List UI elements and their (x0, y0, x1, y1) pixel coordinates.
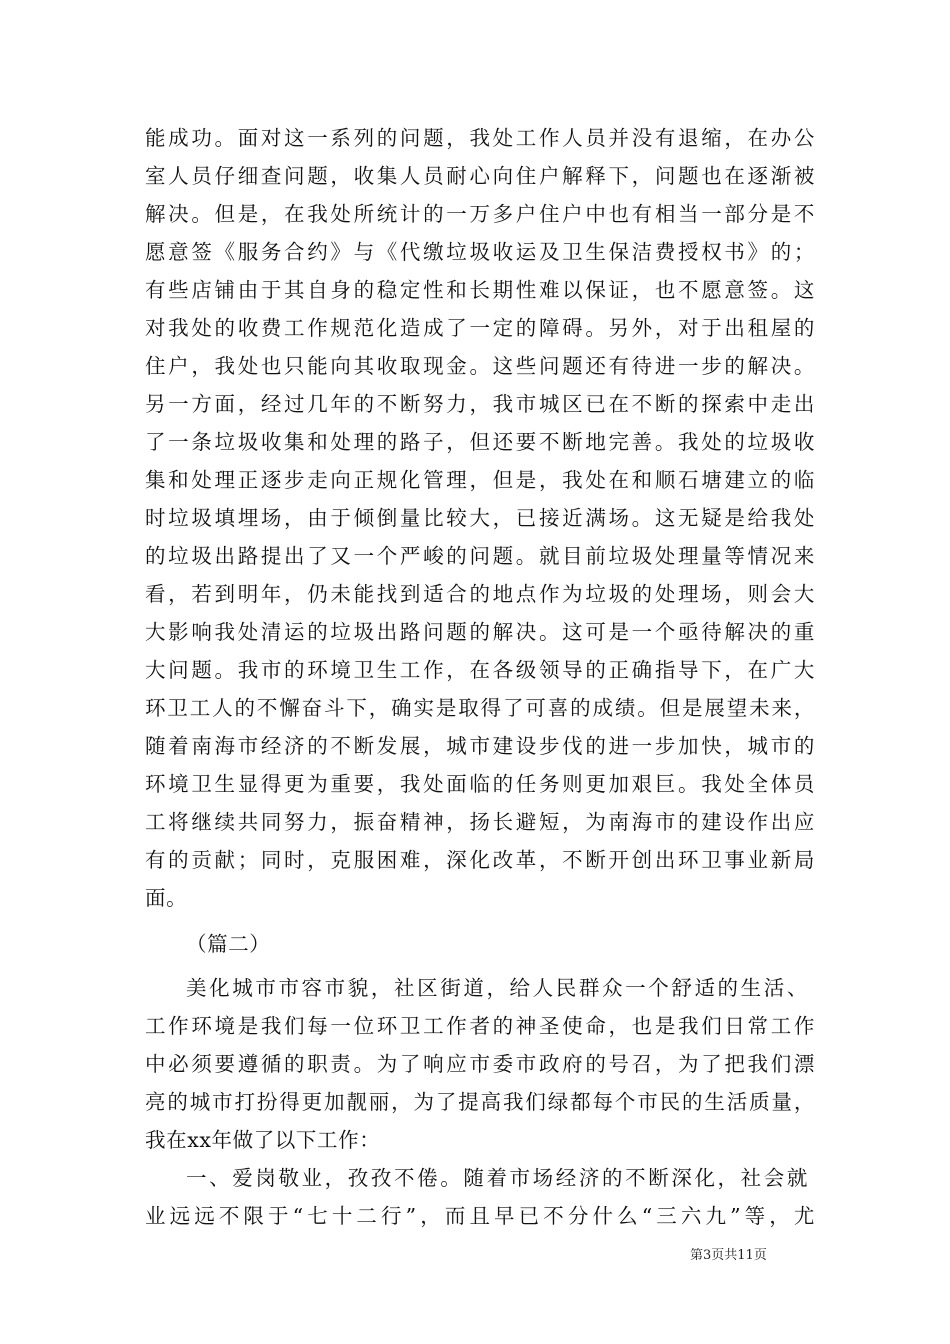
text-line: 业远远不限于“七十二行”，而且早已不分什么“三六九”等，尤 (145, 1204, 815, 1228)
text-line: 愿意签《服务合约》与《代缴垃圾收运及卫生保洁费授权书》的； (145, 240, 815, 264)
text-line: 室人员仔细查问题，收集人员耐心向住户解释下，问题也在逐渐被 (145, 164, 815, 188)
text-line: 面。 (145, 886, 188, 910)
text-line: 另一方面，经过几年的不断努力，我市城区已在不断的探索中走出 (145, 392, 815, 416)
text-line: 随着南海市经济的不断发展，城市建设步伐的进一步加快，城市的 (145, 734, 815, 758)
text-line: 工将继续共同努力，振奋精神，扬长避短，为南海市的建设作出应 (145, 810, 815, 834)
text-line: 集和处理正逐步走向正规化管理，但是，我处在和顺石塘建立的临 (145, 468, 815, 492)
section-heading: （篇二） (186, 932, 271, 956)
text-line: 美化城市市容市貌，社区街道，给人民群众一个舒适的生活、 (186, 976, 808, 1000)
text-line: 有的贡献；同时，克服困难，深化改革，不断开创出环卫事业新局 (145, 848, 815, 872)
text-line: 中必须要遵循的职责。为了响应市委市政府的号召，为了把我们漂 (145, 1052, 815, 1076)
text-line: 大问题。我市的环境卫生工作，在各级领导的正确指导下，在广大 (145, 658, 815, 682)
text-line: 我在xx年做了以下工作： (145, 1128, 381, 1152)
text-line: 对我处的收费工作规范化造成了一定的障碍。另外，对于出租屋的 (145, 316, 815, 340)
text-line: 能成功。面对这一系列的问题，我处工作人员并没有退缩，在办公 (145, 126, 815, 150)
text-line: 解决。但是，在我处所统计的一万多户住户中也有相当一部分是不 (145, 202, 815, 226)
text-line: 环境卫生显得更为重要，我处面临的任务则更加艰巨。我处全体员 (145, 772, 815, 796)
text-line: 工作环境是我们每一位环卫工作者的神圣使命，也是我们日常工作 (145, 1014, 815, 1038)
text-line: 环卫工人的不懈奋斗下，确实是取得了可喜的成绩。但是展望未来， (145, 696, 815, 720)
text-line: 亮的城市打扮得更加靓丽，为了提高我们绿都每个市民的生活质量， (145, 1090, 815, 1114)
text-line: 住户，我处也只能向其收取现金。这些问题还有待进一步的解决。 (145, 354, 815, 378)
text-line: 有些店铺由于其自身的稳定性和长期性难以保证，也不愿意签。这 (145, 278, 815, 302)
text-line: 时垃圾填埋场，由于倾倒量比较大，已接近满场。这无疑是给我处 (145, 506, 815, 530)
text-line: 一、爱岗敬业，孜孜不倦。随着市场经济的不断深化，社会就 (186, 1166, 808, 1190)
text-line: 大影响我处清运的垃圾出路问题的解决。这可是一个亟待解决的重 (145, 620, 815, 644)
page-number: 第3页共11页 (690, 1248, 767, 1263)
text-line: 的垃圾出路提出了又一个严峻的问题。就目前垃圾处理量等情况来 (145, 544, 815, 568)
text-line: 了一条垃圾收集和处理的路子，但还要不断地完善。我处的垃圾收 (145, 430, 815, 454)
text-line: 看，若到明年，仍未能找到适合的地点作为垃圾的处理场，则会大 (145, 582, 815, 606)
